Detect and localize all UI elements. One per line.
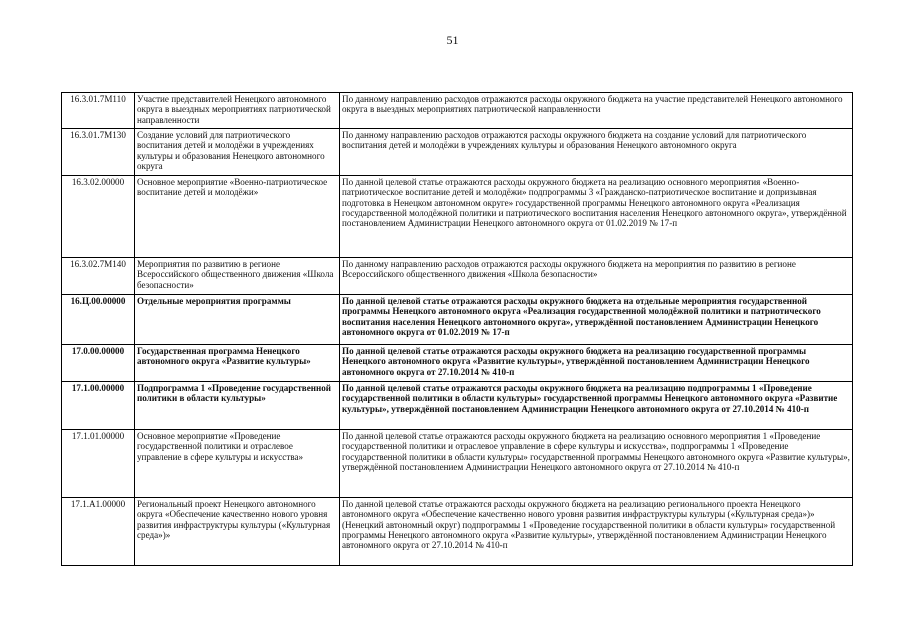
target-article-name: Создание условий для патриотического воспитания детей и молодёжи в учреждениях культуры и образования Ненецкого автономного округа bbox=[135, 129, 340, 176]
target-article-name: Подпрограмма 1 «Проведение государственной политики в области культуры» bbox=[135, 382, 340, 430]
target-article-code: 16.Ц.00.00000 bbox=[62, 295, 135, 345]
table-row bbox=[62, 295, 853, 345]
table-row bbox=[62, 258, 853, 295]
target-article-description: По данной целевой статье отражаются расходы окружного бюджета на реализацию регионального проекта Ненецкого автономного округа «Обеспечение качественно нового уровня развития инфраструктуры культуры («Культурная среда»)» (Ненецкий автономный округ) подпрограммы 1 «Проведение государственной политики в области культуры» государственной программы Ненецкого автономного округа «Развитие культуры», утверждённой постановлением Администрации Ненецкого автономного округа от 27.10.2014 № 410-п bbox=[340, 498, 853, 566]
page-number: 51 bbox=[446, 33, 459, 47]
target-article-code: 17.1.А1.00000 bbox=[62, 498, 135, 566]
target-article-description: По данной целевой статье отражаются расходы окружного бюджета на отдельные мероприятия государственной программы Ненецкого автономного округа «Реализация государственной молодёжной политики и патриотического воспитания населения Ненецкого автономного округа», утверждённой постановлением Администрации Ненецкого автономного округа от 01.02.2019 № 17-п bbox=[340, 295, 853, 345]
table-row bbox=[62, 176, 853, 258]
target-article-description: По данному направлению расходов отражаются расходы окружного бюджета на создание условий для патриотического воспитания детей и молодёжи в учреждениях культуры и образования Ненецкого автономного округа bbox=[340, 129, 853, 176]
table-row bbox=[62, 430, 853, 498]
table-row bbox=[62, 498, 853, 566]
table-body bbox=[62, 93, 853, 566]
target-article-code: 16.3.01.7М130 bbox=[62, 129, 135, 176]
target-article-code: 16.3.02.7М140 bbox=[62, 258, 135, 295]
table-row bbox=[62, 382, 853, 430]
target-article-name: Региональный проект Ненецкого автономного округа «Обеспечение качественно нового уровня развития инфраструктуры культуры («Культурная среда»)» bbox=[135, 498, 340, 566]
table-row bbox=[62, 129, 853, 176]
target-article-description: По данному направлению расходов отражаются расходы окружного бюджета на мероприятия по развитию в регионе Всероссийского общественного движения «Школа безопасности» bbox=[340, 258, 853, 295]
target-article-name: Государственная программа Ненецкого автономного округа «Развитие культуры» bbox=[135, 345, 340, 382]
budget-classification-table bbox=[61, 92, 853, 566]
target-article-code: 17.1.01.00000 bbox=[62, 430, 135, 498]
target-article-code: 16.3.02.00000 bbox=[62, 176, 135, 258]
target-article-description: По данной целевой статье отражаются расходы окружного бюджета на реализацию основного мероприятия «Военно-патриотическое воспитание детей и молодёжи» подпрограммы 3 «Гражданско-патриотическое воспитание и допризывная подготовка в Ненецком автономном округе» государственной программы Ненецкого автономного округа «Реализация государственной молодёжной политики и патриотического воспитания населения Ненецкого автономного округа», утверждённой постановлением Администрации Ненецкого автономного округа от 01.02.2019 № 17-п bbox=[340, 176, 853, 258]
target-article-code: 17.0.00.00000 bbox=[62, 345, 135, 382]
target-article-name: Мероприятия по развитию в регионе Всероссийского общественного движения «Школа безопасности» bbox=[135, 258, 340, 295]
table-row bbox=[62, 345, 853, 382]
target-article-description: По данной целевой статье отражаются расходы окружного бюджета на реализацию подпрограммы 1 «Проведение государственной политики в области культуры» государственной программы Ненецкого автономного округа «Развитие культуры», утверждённой постановлением Администрации Ненецкого автономного округа от 27.10.2014 № 410-п bbox=[340, 382, 853, 430]
target-article-description: По данной целевой статье отражаются расходы окружного бюджета на реализацию государственной программы Ненецкого автономного округа «Развитие культуры», утверждённой постановлением Администрации Ненецкого автономного округа от 27.10.2014 № 410-п bbox=[340, 345, 853, 382]
table-row bbox=[62, 93, 853, 129]
target-article-name: Отдельные мероприятия программы bbox=[135, 295, 340, 345]
target-article-name: Основное мероприятие «Проведение государственной политики и отраслевое управление в сфере культуры и искусства» bbox=[135, 430, 340, 498]
target-article-code: 17.1.00.00000 bbox=[62, 382, 135, 430]
target-article-description: По данной целевой статье отражаются расходы окружного бюджета на реализацию основного мероприятия 1 «Проведение государственной политики и отраслевое управление в сфере культуры и искусства», подпрограммы 1 «Проведение государственной политики в области культуры» государственной программы Ненецкого автономного округа «Развитие культуры», утверждённой постановлением Администрации Ненецкого автономного округа от 27.10.2014 № 410-п bbox=[340, 430, 853, 498]
target-article-name: Участие представителей Ненецкого автономного округа в выездных мероприятиях патриотической направленности bbox=[135, 93, 340, 129]
target-article-name: Основное мероприятие «Военно-патриотическое воспитание детей и молодёжи» bbox=[135, 176, 340, 258]
target-article-code: 16.3.01.7М110 bbox=[62, 93, 135, 129]
target-article-description: По данному направлению расходов отражаются расходы окружного бюджета на участие представителей Ненецкого автономного округа в выездных мероприятиях патриотической направленности bbox=[340, 93, 853, 129]
